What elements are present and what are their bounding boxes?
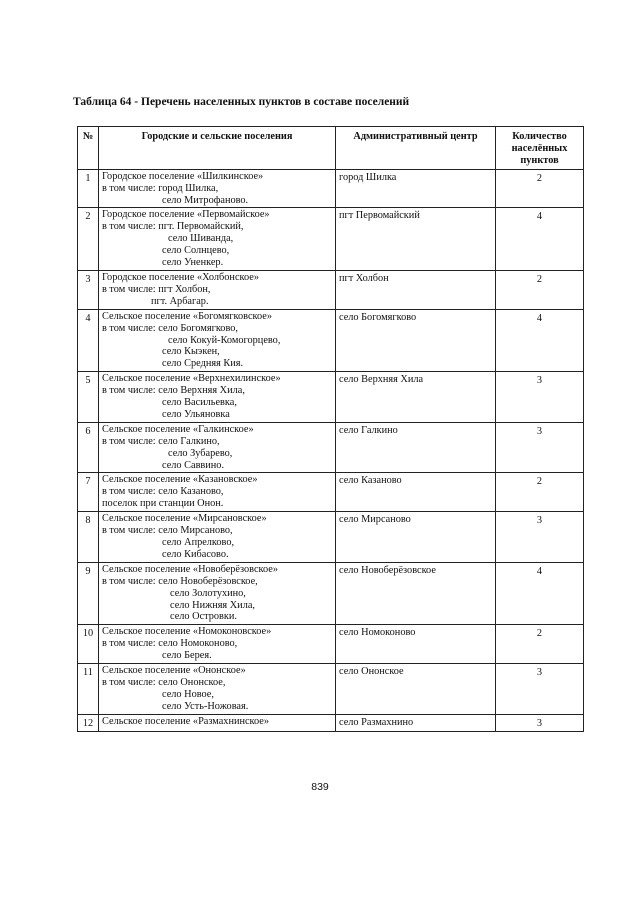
table-row xyxy=(78,422,584,473)
settlement-count-cell: 3 xyxy=(496,664,584,715)
settlement-name: Сельское поселение «Казановское» xyxy=(102,474,258,486)
settlement-member: село Золотухино, xyxy=(170,587,246,599)
table-row xyxy=(78,512,584,563)
settlement-member: село Митрофаново. xyxy=(162,194,249,206)
settlement-member: село Усть-Ножовая. xyxy=(162,700,249,712)
header-count: Количество населённых пунктов xyxy=(496,127,584,170)
settlement-count-cell: 2 xyxy=(496,270,584,309)
header-settlements: Городские и сельские поселения xyxy=(99,127,336,170)
settlement-count-cell: 3 xyxy=(496,422,584,473)
settlement-name: Сельское поселение «Галкинское» xyxy=(102,423,254,435)
settlement-cell xyxy=(99,625,336,664)
settlement-name: Сельское поселение «Новоберёзовское» xyxy=(102,563,278,575)
table-row xyxy=(78,625,584,664)
settlement-cell xyxy=(99,473,336,512)
settlement-name: Сельское поселение «Мирсановское» xyxy=(102,513,267,525)
table-header-row xyxy=(78,127,584,170)
settlement-cell xyxy=(99,270,336,309)
settlement-cell xyxy=(99,714,336,731)
table-row xyxy=(78,473,584,512)
settlement-count-cell: 4 xyxy=(496,309,584,372)
settlement-cell xyxy=(99,512,336,563)
row-number: 6 xyxy=(78,422,99,473)
row-number: 5 xyxy=(78,372,99,423)
settlement-member: в том числе: пгт Холбон, xyxy=(102,283,211,295)
settlement-cell xyxy=(99,208,336,271)
settlement-member: поселок при станции Онон. xyxy=(102,498,224,510)
settlement-cell xyxy=(99,372,336,423)
settlement-name: Сельское поселение «Богомягковское» xyxy=(102,310,272,322)
settlement-member: село Кокуй-Комогорцево, xyxy=(168,334,281,346)
settlement-count-cell: 4 xyxy=(496,208,584,271)
table-row xyxy=(78,208,584,271)
settlement-cell xyxy=(99,169,336,208)
settlement-member: село Солнцево, xyxy=(162,245,230,257)
settlement-member: село Зубарево, xyxy=(168,447,233,459)
table-title: Таблица 64 - Перечень населенных пунктов в составе поселений xyxy=(73,96,410,108)
row-number: 11 xyxy=(78,664,99,715)
settlement-member: село Шиванда, xyxy=(168,233,234,245)
table-row xyxy=(78,664,584,715)
admin-center-cell: пгт Первомайский xyxy=(336,208,496,271)
settlement-member: село Апрелково, xyxy=(162,537,235,548)
settlement-member: село Саввино. xyxy=(162,459,225,471)
table-row xyxy=(78,309,584,372)
row-number: 9 xyxy=(78,562,99,625)
settlement-member: в том числе: село Верхняя Хила, xyxy=(102,385,245,397)
page-number: 839 xyxy=(311,781,329,793)
admin-center-cell: село Номоконово xyxy=(336,625,496,664)
settlement-member: село Новое, xyxy=(162,688,214,700)
header-number: № xyxy=(78,127,99,170)
admin-center-cell: село Галкино xyxy=(336,422,496,473)
settlement-member: село Средняя Кия. xyxy=(162,358,244,370)
admin-center-cell: село Казаново xyxy=(336,473,496,512)
settlement-count-cell: 2 xyxy=(496,169,584,208)
row-number: 4 xyxy=(78,309,99,372)
settlement-member: село Ульяновка xyxy=(162,408,230,420)
settlement-count-cell: 4 xyxy=(496,562,584,625)
table-row xyxy=(78,562,584,625)
settlement-name: Городское поселение «Первомайское» xyxy=(102,209,270,221)
settlement-member: село Нижняя Хила, xyxy=(170,599,255,611)
settlement-member: в том числе: село Номоконово, xyxy=(102,638,238,650)
admin-center-cell: село Верхняя Хила xyxy=(336,372,496,423)
settlement-count-cell: 3 xyxy=(496,372,584,423)
settlement-member: село Васильевка, xyxy=(162,397,237,409)
table-row xyxy=(78,270,584,309)
settlement-cell xyxy=(99,664,336,715)
settlement-member: в том числе: пгт. Первомайский, xyxy=(102,221,244,233)
settlement-member: село Берея. xyxy=(162,650,212,662)
admin-center-cell: пгт Холбон xyxy=(336,270,496,309)
settlement-name: Городское поселение «Холбонское» xyxy=(102,271,259,283)
settlement-member: село Кибасово. xyxy=(162,548,229,560)
settlement-cell xyxy=(99,562,336,625)
settlement-name: Сельское поселение «Верхнехилинское» xyxy=(102,373,281,385)
settlement-count-cell: 2 xyxy=(496,473,584,512)
table-row xyxy=(78,714,584,731)
settlement-member: в том числе: село Богомягково, xyxy=(102,322,238,334)
settlement-name: Городское поселение «Шилкинское» xyxy=(102,170,264,182)
settlements-table xyxy=(77,126,584,732)
settlement-name: Сельское поселение «Размахнинское» xyxy=(102,715,270,727)
admin-center-cell: село Новоберёзовское xyxy=(336,562,496,625)
settlement-member: в том числе: село Казаново, xyxy=(102,486,224,498)
row-number: 3 xyxy=(78,270,99,309)
row-number: 12 xyxy=(78,714,99,731)
header-admin-center: Административный центр xyxy=(336,127,496,170)
table-row xyxy=(78,372,584,423)
row-number: 8 xyxy=(78,512,99,563)
row-number: 1 xyxy=(78,169,99,208)
settlement-member: в том числе: село Мирсаново, xyxy=(102,525,233,537)
settlement-count-cell: 3 xyxy=(496,714,584,731)
admin-center-cell: село Богомягково xyxy=(336,309,496,372)
settlement-member: село Островки. xyxy=(170,611,238,623)
row-number: 10 xyxy=(78,625,99,664)
settlement-member: пгт. Арбагар. xyxy=(151,295,209,307)
settlement-name: Сельское поселение «Ононское» xyxy=(102,665,246,677)
settlement-member: в том числе: село Галкино, xyxy=(102,435,220,447)
settlement-name: Сельское поселение «Номоконовское» xyxy=(102,626,272,638)
settlement-member: село Кыэкен, xyxy=(162,346,220,358)
row-number: 2 xyxy=(78,208,99,271)
table-row xyxy=(78,169,584,208)
settlement-cell xyxy=(99,309,336,372)
admin-center-cell: город Шилка xyxy=(336,169,496,208)
settlement-count-cell: 2 xyxy=(496,625,584,664)
settlement-member: в том числе: село Ононское, xyxy=(102,676,226,688)
settlement-cell xyxy=(99,422,336,473)
settlement-count-cell: 3 xyxy=(496,512,584,563)
admin-center-cell: село Мирсаново xyxy=(336,512,496,563)
settlement-member: в том числе: город Шилка, xyxy=(102,182,219,194)
table-body xyxy=(78,169,584,731)
settlement-member: село Уненкер. xyxy=(162,257,224,269)
admin-center-cell: село Размахнино xyxy=(336,714,496,731)
settlement-member: в том числе: село Новоберёзовское, xyxy=(102,575,258,587)
row-number: 7 xyxy=(78,473,99,512)
admin-center-cell: село Ононское xyxy=(336,664,496,715)
